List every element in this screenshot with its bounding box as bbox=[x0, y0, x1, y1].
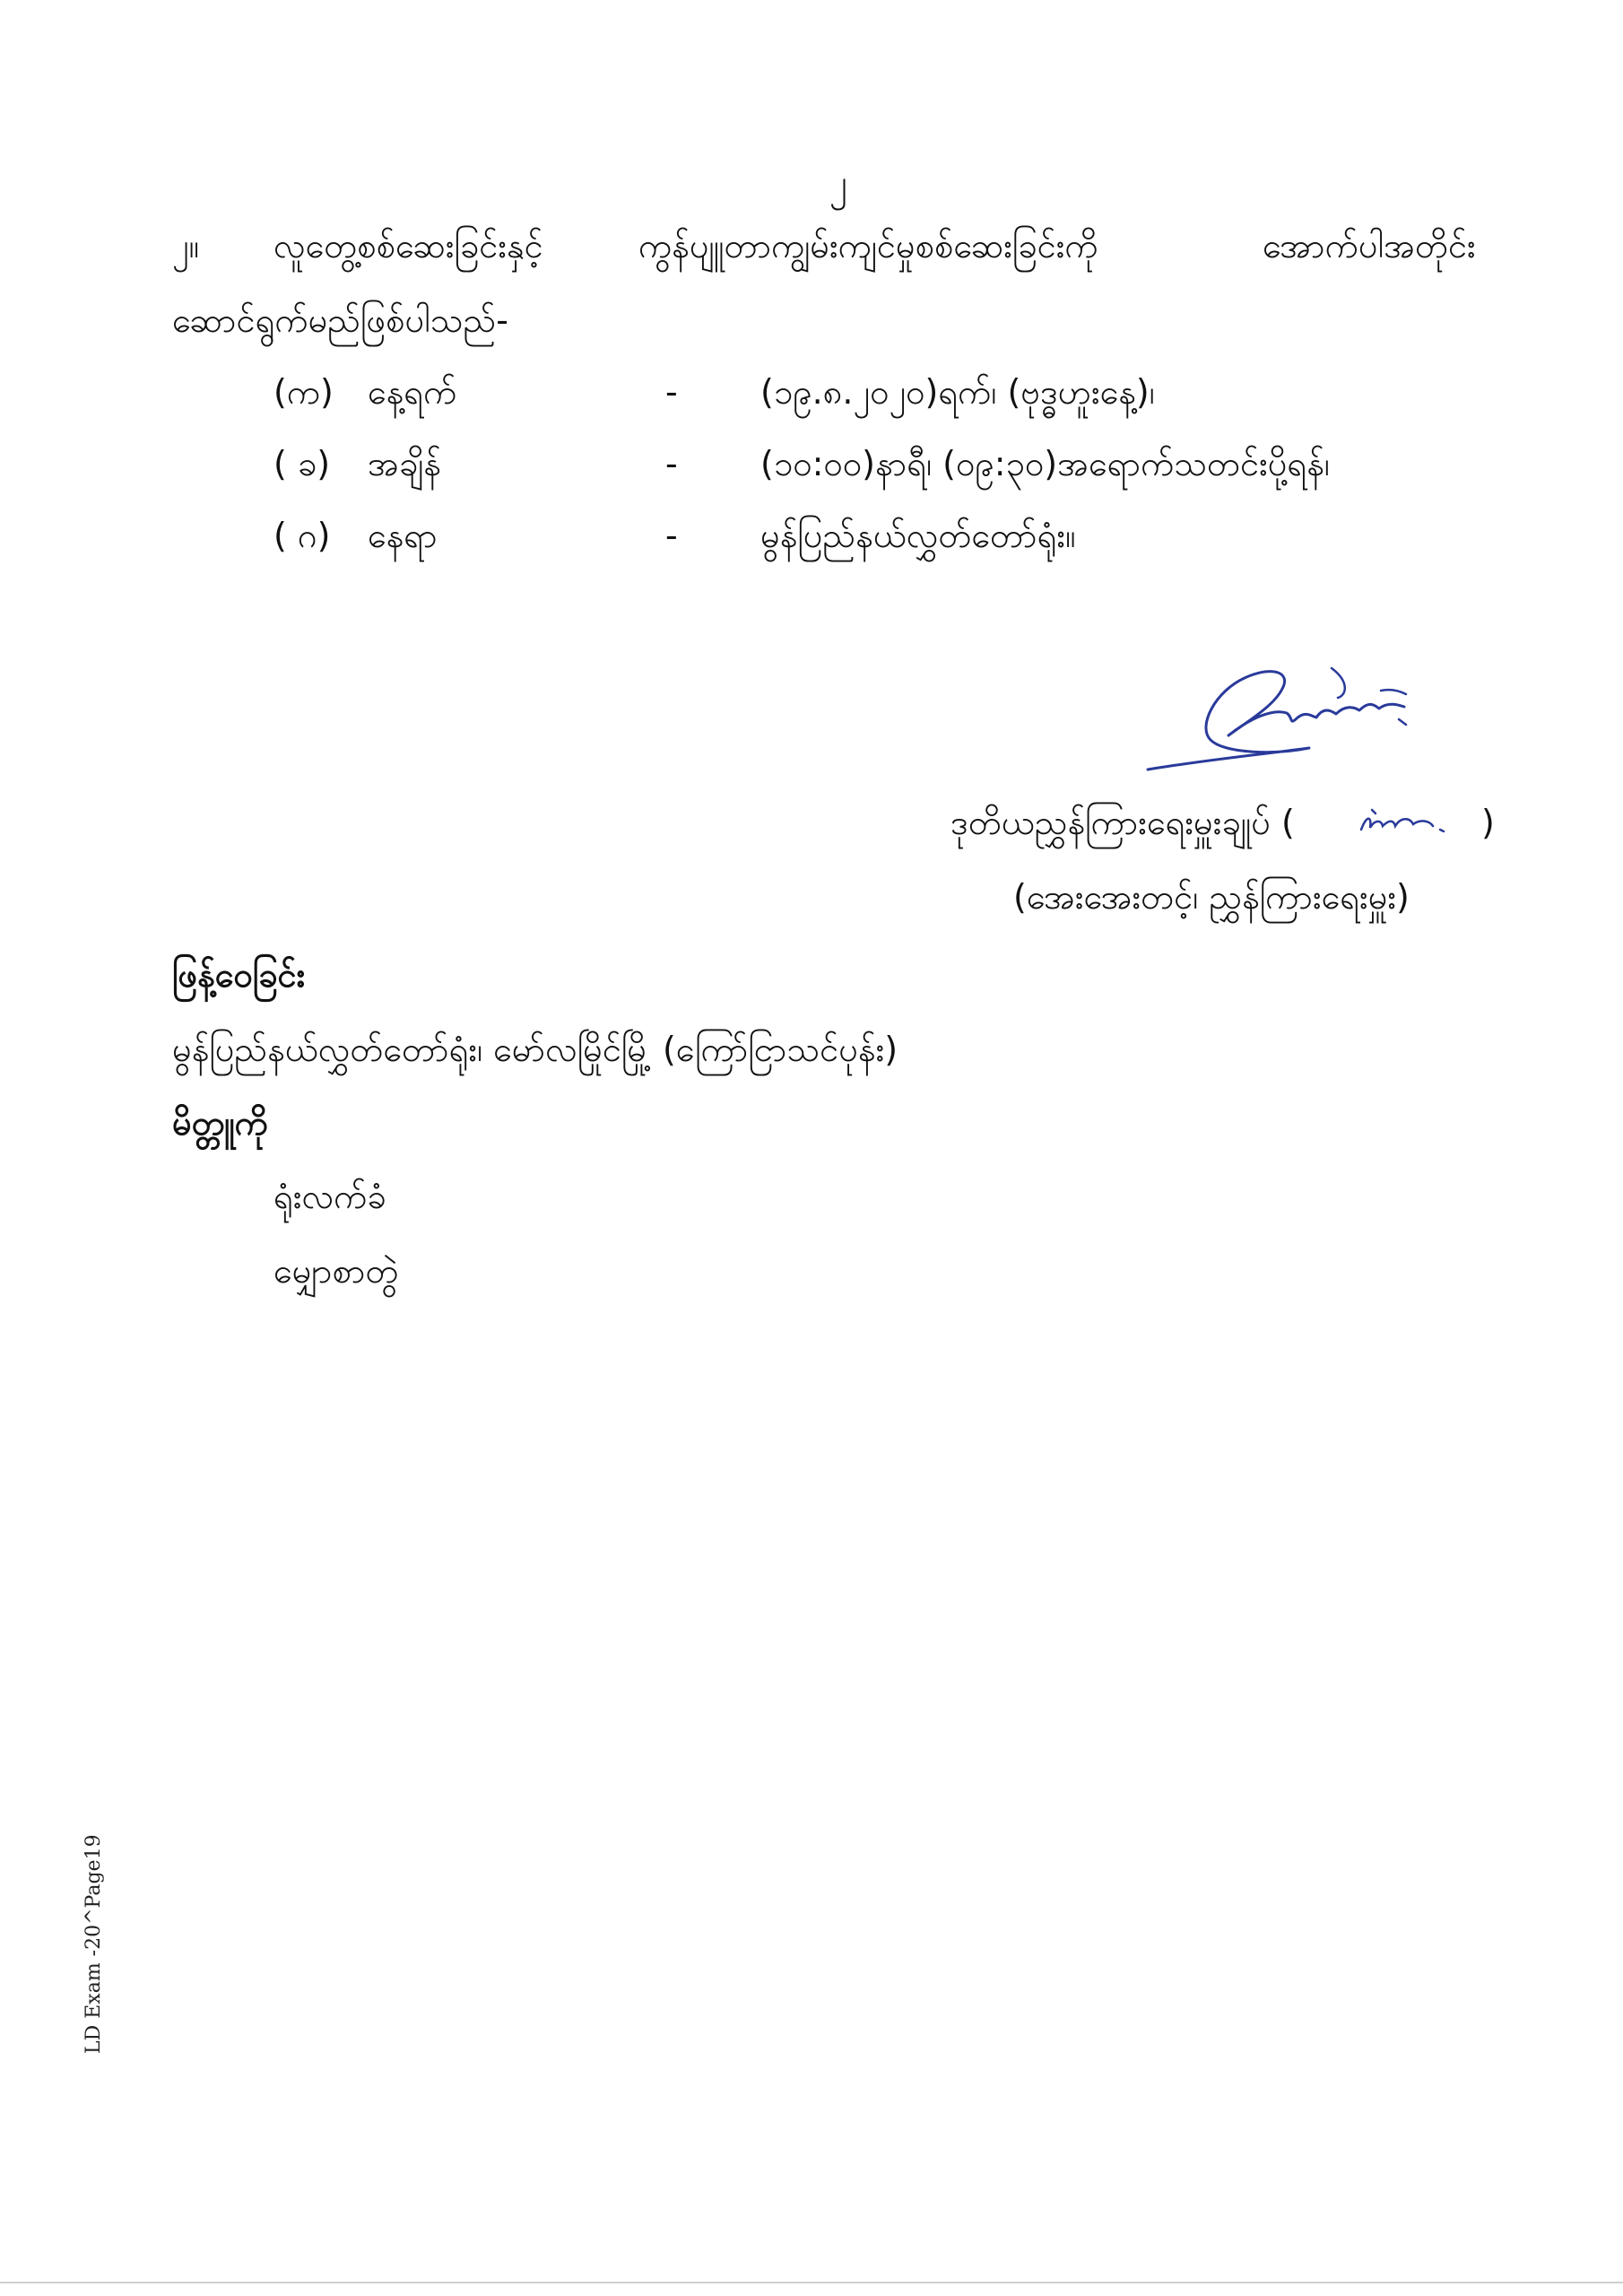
signatory-title: ဒုတိယညွှန်ကြားရေးမှူးချုပ် ( bbox=[950, 803, 1295, 842]
copies-item-office: ရုံးလက်ခံ bbox=[273, 1177, 386, 1216]
item-marker-ka: (က) bbox=[273, 372, 334, 412]
paragraph-number: ၂။ bbox=[172, 226, 200, 265]
item-marker-ga: ( ဂ) bbox=[273, 516, 331, 555]
signatory-initials bbox=[1354, 803, 1462, 848]
item-label-place: နေရာ bbox=[368, 516, 438, 555]
item-dash-date: - bbox=[665, 372, 678, 412]
item-value-date: (၁၉.၈.၂၀၂၀)ရက်၊ (ဗုဒ္ဓဟူးနေ့)၊ bbox=[760, 372, 1155, 412]
distribution-line: မွန်ပြည်နယ်လွှတ်တော်ရုံး၊ မော်လမြိုင်မြို့ (ကြော်ငြာသင်ပုန်း) bbox=[172, 1030, 898, 1069]
copies-heading: မိတ္တူကို bbox=[172, 1103, 268, 1143]
signatory-name: (အေးအေးတင့်၊ ညွှန်ကြားရေးမှူး) bbox=[1013, 877, 1410, 917]
item-label-time: အချိန် bbox=[368, 444, 441, 483]
item-marker-kha: ( ခ) bbox=[273, 444, 331, 483]
bottom-edge-line bbox=[0, 2282, 1623, 2283]
vertical-footer-text: LD Exam -20^Page19 bbox=[82, 1834, 105, 2054]
item-value-time: (၁၀:၀၀)နာရီ၊ (၀၉:၃၀)အရောက်သတင်းပို့ရန်၊ bbox=[760, 444, 1330, 483]
copies-item-file: မျှောစာတွဲ bbox=[273, 1251, 399, 1291]
signature-image bbox=[1139, 655, 1444, 780]
paragraph-line1-part3: အောက်ပါအတိုင်း bbox=[1263, 226, 1476, 265]
paragraph-line1-part1: လူတွေ့စစ်ဆေးခြင်းနှင့် bbox=[273, 226, 543, 265]
item-value-place: မွန်ပြည်နယ်လွှတ်တော်ရုံး။ bbox=[760, 516, 1076, 555]
paragraph-line1-part2: ကွန်ပျူတာကျွမ်းကျင်မှုစစ်ဆေးခြင်းကို bbox=[638, 226, 1098, 265]
signatory-title-close: ) bbox=[1481, 803, 1495, 842]
item-dash-place: - bbox=[665, 516, 678, 555]
paragraph-line2: ဆောင်ရွက်မည်ဖြစ်ပါသည်- bbox=[172, 300, 508, 340]
item-dash-time: - bbox=[665, 444, 678, 483]
page-number: ၂ bbox=[829, 162, 847, 204]
item-label-date: နေ့ရက် bbox=[368, 372, 457, 412]
distribution-heading: ဖြန့်ဝေခြင်း bbox=[172, 955, 306, 995]
